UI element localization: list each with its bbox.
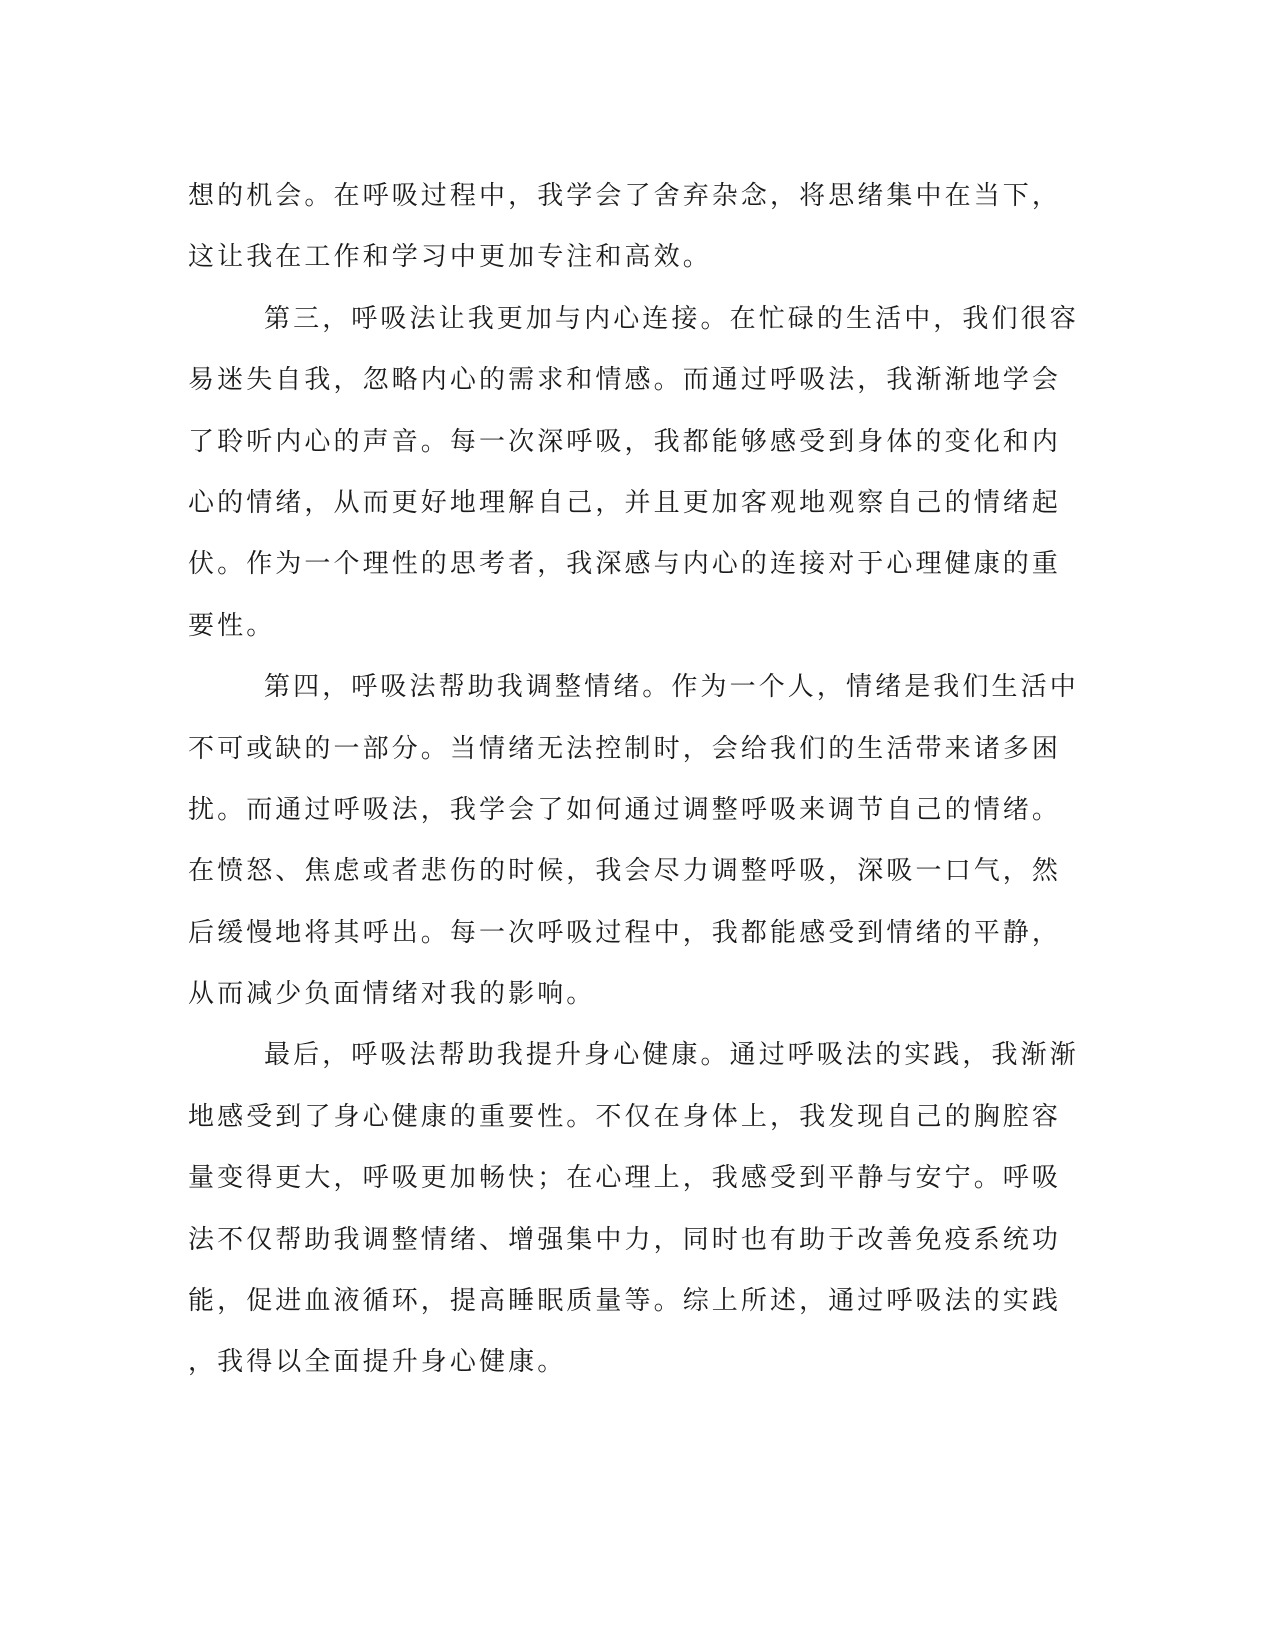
text-line: 要性。 <box>188 610 276 641</box>
text-line: 第三，呼吸法让我更加与内心连接。在忙碌的生活中，我们很容 <box>264 303 1079 334</box>
text-line: 后缓慢地将其呼出。每一次呼吸过程中，我都能感受到情绪的平静， <box>188 917 1062 948</box>
text-line: 伏。作为一个理性的思考者，我深感与内心的连接对于心理健康的重 <box>188 549 1062 580</box>
text-line: 想的机会。在呼吸过程中，我学会了舍弃杂念，将思绪集中在当下， <box>188 181 1062 211</box>
paragraph <box>188 166 1068 289</box>
text-line: 从而减少负面情绪对我的影响。 <box>188 979 596 1010</box>
text-line: 不可或缺的一部分。当情绪无法控制时，会给我们的生活带来诸多困 <box>188 733 1062 764</box>
text-line: 扰。而通过呼吸法，我学会了如何通过调整呼吸来调节自己的情绪。 <box>188 794 1062 825</box>
paragraph <box>188 1025 1079 1393</box>
body-text <box>188 166 1079 1394</box>
text-line: 量变得更大，呼吸更加畅快；在心理上，我感受到平静与安宁。呼吸 <box>188 1163 1062 1194</box>
text-line: ，我得以全面提升身心健康。 <box>188 1347 567 1378</box>
text-line: 这让我在工作和学习中更加专注和高效。 <box>188 242 712 273</box>
text-line: 最后，呼吸法帮助我提升身心健康。通过呼吸法的实践，我渐渐 <box>264 1040 1079 1071</box>
text-line: 在愤怒、焦虑或者悲伤的时候，我会尽力调整呼吸，深吸一口气，然 <box>188 856 1062 887</box>
text-line: 能，促进血液循环，提高睡眠质量等。综上所述，通过呼吸法的实践 <box>188 1286 1062 1317</box>
paragraph <box>188 289 1079 657</box>
paragraph <box>188 657 1079 1025</box>
text-line: 易迷失自我，忽略内心的需求和情感。而通过呼吸法，我渐渐地学会 <box>188 365 1062 396</box>
text-line: 了聆听内心的声音。每一次深呼吸，我都能够感受到身体的变化和内 <box>188 426 1062 457</box>
text-line: 第四，呼吸法帮助我调整情绪。作为一个人，情绪是我们生活中 <box>264 672 1079 703</box>
text-line: 地感受到了身心健康的重要性。不仅在身体上，我发现自己的胸腔容 <box>188 1101 1062 1132</box>
text-line: 心的情绪，从而更好地理解自己，并且更加客观地观察自己的情绪起 <box>188 487 1062 518</box>
text-line: 法不仅帮助我调整情绪、增强集中力，同时也有助于改善免疫系统功 <box>188 1224 1062 1255</box>
